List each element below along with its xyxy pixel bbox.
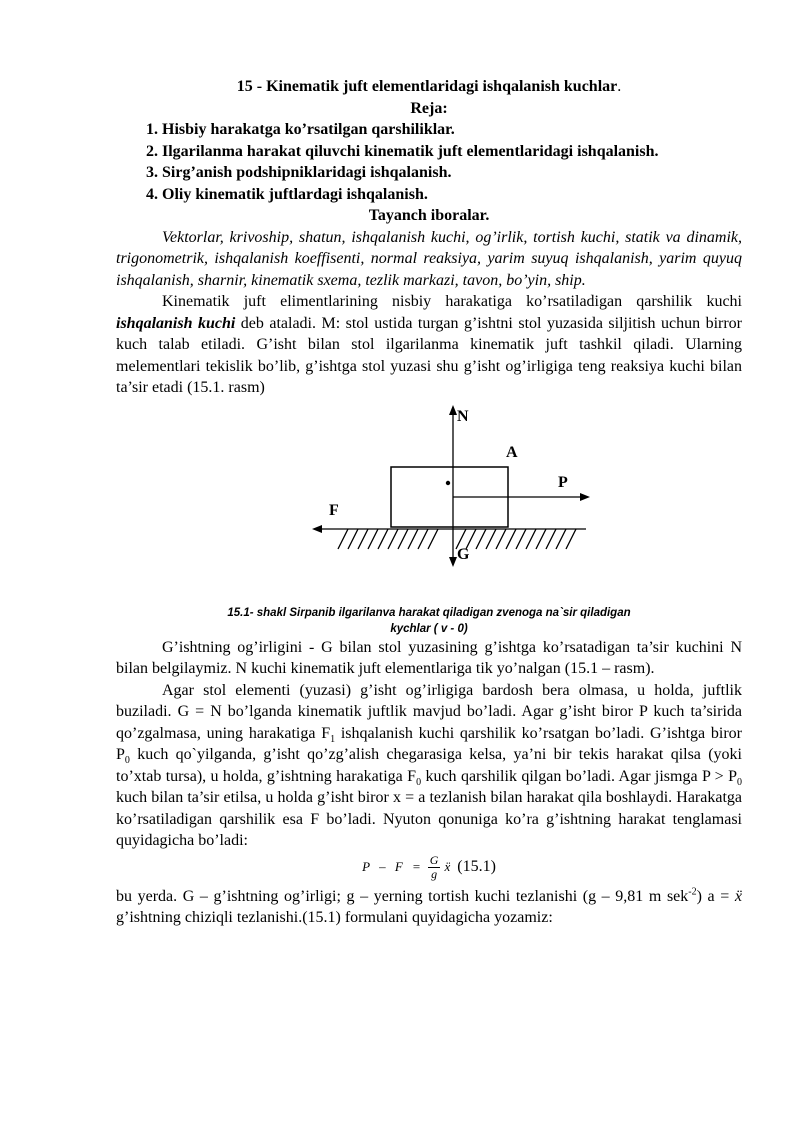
friction-text: ishqalanish kuchi qarshilik ko’rsatgan bo’ladi. G’ishtga biror P xyxy=(116,724,742,763)
equation-15-1 xyxy=(116,854,742,886)
friction-text: kuch bilan ta’sir etilsa, u holda g’isht biror x = a tezlanish bilan harakat qila boshlaydi. Harakatga ko’rsatiladigan qarshilik esa F bo’ladi. Nyuton qonuniga ko’ra g’ishtning harakat tenglamasi quyidagicha bo’ladi: xyxy=(116,789,742,849)
document-page xyxy=(116,76,742,929)
friction-force-arrowhead xyxy=(312,525,322,533)
subscript: 0 xyxy=(416,776,422,788)
equation-fraction xyxy=(428,854,441,881)
label-a: A xyxy=(506,443,518,461)
subscript: 1 xyxy=(330,733,336,745)
subscript: 0 xyxy=(737,776,742,788)
definition-text-start: Kinematik juft elimentlarining nisbiy harakatiga ko’rsatiladigan qarshilik kuchi xyxy=(162,293,742,310)
explanation-paragraph xyxy=(116,886,742,929)
title-text: 15 - Kinematik juft elementlaridagi ishqalanish kuchlar xyxy=(236,78,618,95)
friction-text: kuch qo`yilganda, g’isht qo’zg’alish chegarasiga kelsa, ya’ni bir tekis harakat qilsa (yoki to’xtab tursa), u holda, g’ishtning harakatiga F xyxy=(116,746,742,785)
label-p: P xyxy=(558,473,568,491)
superscript: -2 xyxy=(688,886,697,898)
fraction-denominator: g xyxy=(431,866,438,881)
explanation-text: bu yerda. G – g’ishtning og’irligi; g – yerning tortish kuchi tezlanishi (g – 9,81 m sek xyxy=(116,887,689,905)
definition-paragraph xyxy=(116,291,742,399)
explanation-text: g’ishtning chiziqli tezlanishi.(15.1) formulani quyidagicha yozamiz: xyxy=(116,909,553,926)
label-n: N xyxy=(457,407,469,425)
subscript: 0 xyxy=(124,755,130,767)
definition-text-end: deb ataladi. M: stol ustida turgan g’ishtni stol yuzasida siljitish uchun birror kuch talab etiladi. G’isht bilan stol ilgarilanma kinematik juft tashkil qiladi. Ularning melementlari tekislik bo’lib, g’ishtga stol yuzasi shu g’isht og’irligiga teng reaksiya kuchi bilan ta’sir etadi (15.1. rasm) xyxy=(116,314,743,396)
friction-text: kuch qarshilik qilgan bo’ladi. Agar jismga P > P xyxy=(421,767,737,785)
friction-paragraph xyxy=(116,680,742,852)
figure-caption xyxy=(116,605,742,637)
plan-item: 3. Sirg’anish podshipniklaridagi ishqalanish. xyxy=(162,162,742,184)
plan-item: 2. Ilgarilanma harakat qiluvchi kinematik juft elementlaridagi ishqalanish. xyxy=(162,141,742,163)
friction-text: Agar stol elementi (yuzasi) g’isht og’irligiga bardosh bera olmasa, u holda, juftlik buziladi. G = N bo’lganda kinematik juftlik mavjud bo’ladi. Agar g’isht biror P kuch ta’sirida qo’zgalmasa, uning harakatiga F xyxy=(116,681,742,742)
equation-lhs: P – F = xyxy=(362,858,424,874)
caption-line-1: 15.1- shakl Sirpanib ilgarilanva harakat qiladigan zvenoga na`sir qiladigan xyxy=(227,606,631,619)
equation-variable: ẍ xyxy=(444,858,454,874)
center-of-mass-dot xyxy=(446,480,450,484)
force-diagram-figure xyxy=(116,405,742,605)
equation-number: (15.1) xyxy=(457,857,496,875)
force-diagram xyxy=(116,405,742,605)
keywords-heading: Tayanch iboralar. xyxy=(368,207,490,224)
forces-paragraph: G’ishtning og’irligini - G bilan stol yuzasining g’ishtga ko’rsatadigan ta’sir kuchini N bilan belgilaymiz. N kuchi kinematik juft elementlariga tik yo’nalgan (15.1 – rasm). xyxy=(116,638,742,677)
plan-list xyxy=(116,119,742,205)
plan-item: 1. Hisbiy harakatga ko’rsatilgan qarshiliklar. xyxy=(162,119,742,141)
title-period: . xyxy=(617,78,622,95)
gravity-force-arrowhead xyxy=(449,557,457,567)
acceleration-variable: ẍ xyxy=(734,887,743,905)
caption-line-2: kychlar ( v - 0) xyxy=(390,622,468,635)
fraction-numerator: G xyxy=(429,852,439,867)
document-title xyxy=(116,76,742,98)
label-g: G xyxy=(457,545,470,563)
plan-item: 4. Oliy kinematik juftlardagi ishqalanish. xyxy=(162,184,742,206)
defined-term: ishqalanish kuchi xyxy=(116,314,236,332)
explanation-text: ) a = xyxy=(696,887,735,905)
label-f: F xyxy=(329,501,339,519)
keywords-paragraph: Vektorlar, krivoship, shatun, ishqalanish kuchi, og’irlik, tortish kuchi, statik va dinamik, trigonometrik, ishqalanish koeffisenti, normal reaksiya, yarim suyuq ishqalanish, yarim quyuq ishqalanish, sharnir, kinematik sxema, tezlik markazi, tavon, bo’yin, ship. xyxy=(116,228,742,289)
plan-heading: Reja: xyxy=(410,99,448,117)
applied-force-arrowhead xyxy=(580,493,590,501)
normal-force-arrowhead xyxy=(449,405,457,415)
